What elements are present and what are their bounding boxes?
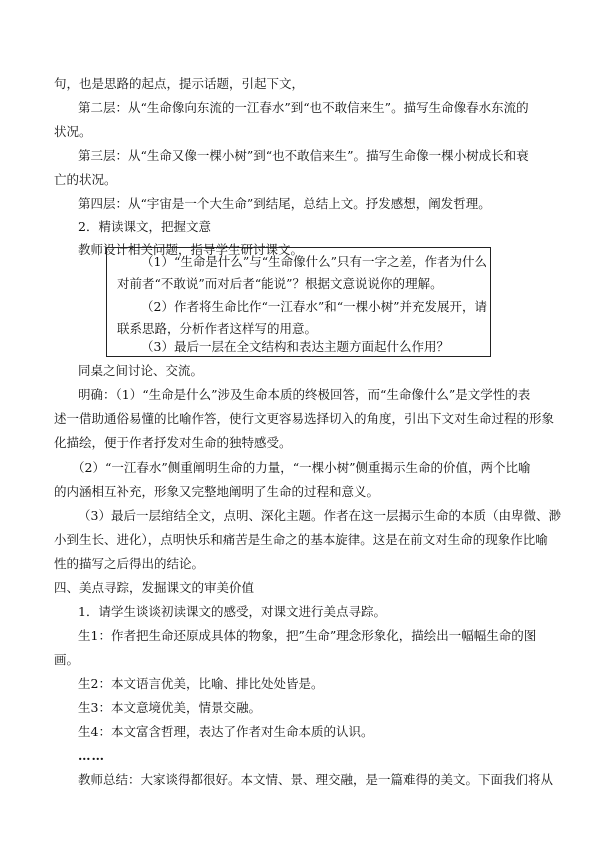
question-3: （3）最后一层在全文结构和表达主题方面起什么作用？ xyxy=(141,339,449,354)
text-line: 明确：（1）“生命是什么”涉及生命本质的终极回答，而“生命像什么”是文学性的表 xyxy=(78,387,531,402)
section-heading: 2．精读课文，把握文意 xyxy=(78,219,211,234)
text-line: 生4：本文富含哲理，表达了作者对生命本质的认识。 xyxy=(78,724,374,739)
text-line: 生3：本文意境优美，情景交融。 xyxy=(78,700,261,715)
ellipsis: …… xyxy=(78,748,105,763)
text-line: 画。 xyxy=(54,652,80,667)
question-2a: （2）作者将生命比作“一江春水”和“一棵小树”并充发展开，请 xyxy=(141,299,488,314)
text-line: 生2：本文语言优美，比喻、排比处处皆是。 xyxy=(78,676,324,691)
text-line: 第四层：从“宇宙是一个大生命”到结尾，总结上文。抒发感想，阐发哲理。 xyxy=(78,196,491,211)
text-line: 亡的状况。 xyxy=(54,172,117,187)
text-line: 状况。 xyxy=(54,124,92,139)
text-line: （2）“一江春水”侧重阐明生命的力量，“一棵小树”侧重揭示生命的价值，两个比喻 xyxy=(72,460,531,475)
text-line: 1．请学生谈谈初读课文的感受，对课文进行美点寻踪。 xyxy=(78,604,386,619)
text-line: 第二层：从“生命像向东流的一江春水”到“也不敢信来生”。描写生命像春水东流的 xyxy=(78,100,529,115)
text-line: 性的描写之后得出的结论。 xyxy=(54,556,205,571)
text-line: （3）最后一层绾结全文，点明、深化主题。作者在这一层揭示生命的本质（由卑微、渺 xyxy=(78,508,561,523)
question-box xyxy=(106,247,491,357)
text-line: 述一借助通俗易懂的比喻作答，使行文更容易选择切入的角度，引出下文对生命过程的形象 xyxy=(54,411,555,426)
text-line: 句，也是思路的起点，提示话题，引起下文， xyxy=(54,76,305,91)
section-heading: 四、美点寻踪，发掘课文的审美价值 xyxy=(54,580,255,595)
question-1b: 对前者“不敢说”而对后者“能说”？根据文意说说你的理解。 xyxy=(117,276,443,291)
text-line: 生1：作者把生命还原成具体的物象，把”生命”理念形象化，描绘出一幅幅生命的图 xyxy=(78,628,537,643)
text-line: 的内涵相互补充，形象又完整地阐明了生命的过程和意义。 xyxy=(54,484,380,499)
text-line: 同桌之间讨论、交流。 xyxy=(78,363,204,378)
text-line: 教师设计相关问题，指导学生研讨课文。 xyxy=(78,242,304,257)
text-line: 化描绘，便于作者抒发对生命的独特感受。 xyxy=(54,435,292,450)
question-2b: 联系思路，分析作者这样写的用意。 xyxy=(117,321,318,336)
text-line: 第三层：从“生命又像一棵小树”到“也不敢信来生”。描写生命像一棵小树成长和衰 xyxy=(78,148,529,163)
text-line: 教师总结：大家谈得都很好。本文情、景、理交融，是一篇难得的美文。下面我们将从 xyxy=(78,772,554,787)
question-1a: （1）“生命是什么”与“生命像什么”只有一字之差，作者为什么 xyxy=(141,254,488,269)
text-line: 小到生长、进化），点明快乐和痛苦是生命之的基本旋律。这是在前文对生命的现象作比喻 xyxy=(54,532,548,547)
